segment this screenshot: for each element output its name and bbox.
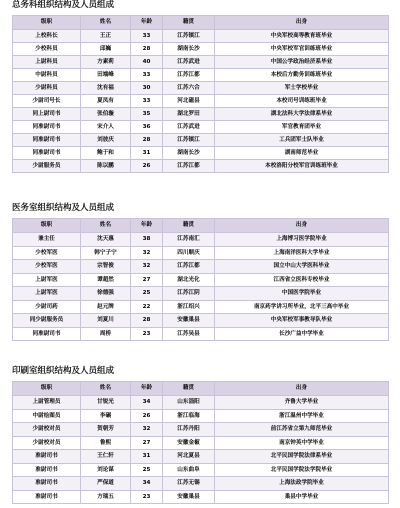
table-row bbox=[13, 273, 389, 287]
table-row bbox=[13, 108, 389, 121]
table-cell: 山东曲阜 bbox=[163, 463, 215, 477]
table-cell: 江苏镇江 bbox=[163, 30, 215, 43]
table-cell: 上校科长 bbox=[13, 30, 81, 43]
table-cell: 少尉校对员 bbox=[13, 423, 81, 437]
table-cell: 浙江温州中学毕业 bbox=[215, 409, 389, 423]
table-cell: 40 bbox=[131, 56, 163, 69]
column-header: 姓名 bbox=[81, 382, 131, 396]
personnel-table bbox=[12, 218, 389, 341]
table-cell: 中尉科员 bbox=[13, 69, 81, 82]
table-cell: 刘彼庆 bbox=[81, 134, 131, 147]
table-cell: 少尉司药 bbox=[13, 300, 81, 314]
table-cell: 湖北罗田 bbox=[163, 108, 215, 121]
table-cell: 准尉司书 bbox=[13, 490, 81, 504]
table-cell: 江苏武进 bbox=[163, 56, 215, 69]
table-cell: 军士学校毕业 bbox=[215, 82, 389, 95]
table-cell: 南京药学讲习所毕业，北平三高中毕业 bbox=[215, 300, 389, 314]
table-cell: 27 bbox=[131, 273, 163, 287]
table-cell: 少尉服务员 bbox=[13, 160, 81, 173]
table-row bbox=[13, 450, 389, 464]
table-cell: 夏凤有 bbox=[81, 95, 131, 108]
table-cell: 少尉校对员 bbox=[13, 436, 81, 450]
table-cell: 安徽巢县 bbox=[163, 314, 215, 328]
table-cell: 邱巍 bbox=[81, 43, 131, 56]
table-cell: 江苏江都 bbox=[163, 160, 215, 173]
table-row bbox=[13, 314, 389, 328]
personnel-table bbox=[12, 15, 389, 173]
table-cell: 湖北法科大学法律系毕业 bbox=[215, 108, 389, 121]
table-row bbox=[13, 56, 389, 69]
table-cell: 22 bbox=[131, 300, 163, 314]
column-header: 姓名 bbox=[81, 16, 131, 30]
table-cell: 上尉管理员 bbox=[13, 396, 81, 410]
table-row bbox=[13, 95, 389, 108]
table-cell: 浙江临海 bbox=[163, 409, 215, 423]
column-header: 籍贯 bbox=[163, 382, 215, 396]
table-row bbox=[13, 246, 389, 260]
column-header: 年龄 bbox=[131, 382, 163, 396]
table-cell: 少校军医 bbox=[13, 246, 81, 260]
table-cell: 周桥 bbox=[81, 327, 131, 341]
column-header: 年龄 bbox=[131, 16, 163, 30]
table-cell: 26 bbox=[131, 409, 163, 423]
table-cell: 少尉科员 bbox=[13, 82, 81, 95]
table-cell: 28 bbox=[131, 43, 163, 56]
column-header: 年龄 bbox=[131, 219, 163, 233]
table-cell: 工兵团军士队毕业 bbox=[215, 134, 389, 147]
table-cell: 江苏无锡 bbox=[163, 477, 215, 491]
column-header: 姓名 bbox=[81, 219, 131, 233]
table-row bbox=[13, 233, 389, 247]
table-cell: 上海博习医学院毕业 bbox=[215, 233, 389, 247]
table-cell: 上尉军医 bbox=[13, 273, 81, 287]
table-cell: 江苏武进 bbox=[163, 121, 215, 134]
table-cell: 齐鲁大学毕业 bbox=[215, 396, 389, 410]
table-cell: 中尉绘图员 bbox=[13, 409, 81, 423]
table-cell: 准尉司书 bbox=[13, 477, 81, 491]
table-cell: 江苏江都 bbox=[163, 69, 215, 82]
table-cell: 准尉司书 bbox=[13, 450, 81, 464]
table-row bbox=[13, 409, 389, 423]
table-header-row bbox=[13, 16, 389, 30]
table-cell: 河北磁县 bbox=[163, 95, 215, 108]
table-cell: 同少尉服务员 bbox=[13, 314, 81, 328]
section-1 bbox=[0, 203, 400, 341]
table-cell: 中国医学院毕业 bbox=[215, 287, 389, 301]
table-cell: 上尉军医 bbox=[13, 287, 81, 301]
table-cell: 北平民国学院法律系毕业 bbox=[215, 450, 389, 464]
table-cell: 少尉司号长 bbox=[13, 95, 81, 108]
table-cell: 甘锐光 bbox=[81, 396, 131, 410]
column-header: 级职 bbox=[13, 16, 81, 30]
table-cell: 四川顺庆 bbox=[163, 246, 215, 260]
table-row bbox=[13, 423, 389, 437]
table-cell: 李碾 bbox=[81, 409, 131, 423]
column-header: 出身 bbox=[215, 382, 389, 396]
table-cell: 徐德强 bbox=[81, 287, 131, 301]
table-cell: 兼主任 bbox=[13, 233, 81, 247]
table-cell: 30 bbox=[131, 82, 163, 95]
table-cell: 江苏江都 bbox=[163, 260, 215, 274]
table-row bbox=[13, 463, 389, 477]
section-title: 印刷室组织结构及人员组成 bbox=[12, 366, 115, 376]
table-cell: 严保道 bbox=[81, 477, 131, 491]
table-row bbox=[13, 147, 389, 160]
table-cell: 31 bbox=[131, 450, 163, 464]
table-cell: 鲍于和 bbox=[81, 147, 131, 160]
table-cell: 32 bbox=[131, 246, 163, 260]
column-header: 级职 bbox=[13, 219, 81, 233]
table-cell: 35 bbox=[131, 108, 163, 121]
table-cell: 刘夏川 bbox=[81, 314, 131, 328]
table-cell: 南京钟英中学毕业 bbox=[215, 436, 389, 450]
column-header: 级职 bbox=[13, 382, 81, 396]
table-cell: 34 bbox=[131, 396, 163, 410]
table-cell: 江苏南汇 bbox=[163, 233, 215, 247]
table-cell: 安徽巢县 bbox=[163, 490, 215, 504]
table-cell: 32 bbox=[131, 423, 163, 437]
table-row bbox=[13, 121, 389, 134]
table-cell: 33 bbox=[131, 95, 163, 108]
table-cell: 32 bbox=[131, 260, 163, 274]
table-cell: 田端峰 bbox=[81, 69, 131, 82]
table-cell: 前江苏省立第九师范毕业 bbox=[215, 423, 389, 437]
table-cell: 安徽金椒 bbox=[163, 436, 215, 450]
column-header: 籍贯 bbox=[163, 219, 215, 233]
table-row bbox=[13, 134, 389, 147]
table-row bbox=[13, 43, 389, 56]
table-cell: 江苏丹阳 bbox=[163, 423, 215, 437]
table-cell: 河北夏县 bbox=[163, 450, 215, 464]
table-cell: 上海南洋医科大学毕业 bbox=[215, 246, 389, 260]
column-header: 出身 bbox=[215, 16, 389, 30]
personnel-table bbox=[12, 381, 389, 504]
table-cell: 34 bbox=[131, 477, 163, 491]
table-cell: 方瑞五 bbox=[81, 490, 131, 504]
table-cell: 浙江绍兴 bbox=[163, 300, 215, 314]
table-cell: 宋介人 bbox=[81, 121, 131, 134]
table-cell: 军官教育团毕业 bbox=[215, 121, 389, 134]
table-row bbox=[13, 327, 389, 341]
table-cell: 湖南长沙 bbox=[163, 147, 215, 160]
table-cell: 33 bbox=[131, 30, 163, 43]
table-cell: 同准尉司书 bbox=[13, 121, 81, 134]
table-row bbox=[13, 396, 389, 410]
table-cell: 准尉司书 bbox=[13, 463, 81, 477]
table-cell: 山东淄阳 bbox=[163, 396, 215, 410]
table-cell: 26 bbox=[131, 160, 163, 173]
table-cell: 上海法政学院毕业 bbox=[215, 477, 389, 491]
table-cell: 长沙广益中学毕业 bbox=[215, 327, 389, 341]
table-cell: 张伯璇 bbox=[81, 108, 131, 121]
table-cell: 江苏吴县 bbox=[163, 327, 215, 341]
table-cell: 中国公学政治经济系毕业 bbox=[215, 56, 389, 69]
table-cell: 江苏六合 bbox=[163, 82, 215, 95]
table-cell: 江苏镇江 bbox=[163, 134, 215, 147]
table-cell: 沈有福 bbox=[81, 82, 131, 95]
table-cell: 27 bbox=[131, 436, 163, 450]
table-cell: 江西省立医科专校毕业 bbox=[215, 273, 389, 287]
table-cell: 同上尉司书 bbox=[13, 108, 81, 121]
table-cell: 赵元牌 bbox=[81, 300, 131, 314]
table-cell: 贺朝芳 bbox=[81, 423, 131, 437]
table-cell: 湖北光化 bbox=[163, 273, 215, 287]
table-row bbox=[13, 436, 389, 450]
table-cell: 上尉科员 bbox=[13, 56, 81, 69]
table-cell: 23 bbox=[131, 327, 163, 341]
table-row bbox=[13, 69, 389, 82]
table-cell: 陈以鹏 bbox=[81, 160, 131, 173]
table-row bbox=[13, 490, 389, 504]
table-cell: 同准尉司书 bbox=[13, 134, 81, 147]
table-cell: 湖南师范毕业 bbox=[215, 147, 389, 160]
table-cell: 少校科员 bbox=[13, 43, 81, 56]
table-cell: 北平民国学院法学院毕业 bbox=[215, 463, 389, 477]
table-cell: 韩宁子宁 bbox=[81, 246, 131, 260]
table-cell: 巢县中学毕业 bbox=[215, 490, 389, 504]
table-cell: 少校军医 bbox=[13, 260, 81, 274]
table-cell: 同准尉司书 bbox=[13, 147, 81, 160]
table-row bbox=[13, 300, 389, 314]
table-cell: 沈天惠 bbox=[81, 233, 131, 247]
table-cell: 本校司号训练班毕业 bbox=[215, 95, 389, 108]
table-cell: 本校洛阳分校军官训练班毕业 bbox=[215, 160, 389, 173]
table-header-row bbox=[13, 382, 389, 396]
table-row bbox=[13, 287, 389, 301]
table-cell: 谭超然 bbox=[81, 273, 131, 287]
section-2 bbox=[0, 366, 400, 504]
table-cell: 36 bbox=[131, 121, 163, 134]
table-cell: 38 bbox=[131, 233, 163, 247]
table-cell: 25 bbox=[131, 287, 163, 301]
table-row bbox=[13, 160, 389, 173]
table-cell: 28 bbox=[131, 314, 163, 328]
table-cell: 江苏江阴 bbox=[163, 287, 215, 301]
table-cell: 鲁熙 bbox=[81, 436, 131, 450]
table-cell: 23 bbox=[131, 490, 163, 504]
section-title: 医务室组织结构及人员组成 bbox=[12, 203, 115, 213]
table-cell: 王仁轩 bbox=[81, 450, 131, 464]
table-cell: 宗智俊 bbox=[81, 260, 131, 274]
table-cell: 中央军校高等教育班毕业 bbox=[215, 30, 389, 43]
table-cell: 方素莉 bbox=[81, 56, 131, 69]
table-header-row bbox=[13, 219, 389, 233]
table-cell: 湖南长沙 bbox=[163, 43, 215, 56]
table-row bbox=[13, 82, 389, 95]
table-cell: 33 bbox=[131, 69, 163, 82]
table-cell: 国立中山大学医科毕业 bbox=[215, 260, 389, 274]
table-cell: 同准尉司书 bbox=[13, 327, 81, 341]
table-cell: 28 bbox=[131, 134, 163, 147]
table-cell: 中央军校军事教导队毕业 bbox=[215, 314, 389, 328]
table-cell: 31 bbox=[131, 147, 163, 160]
table-row bbox=[13, 30, 389, 43]
column-header: 出身 bbox=[215, 219, 389, 233]
table-row bbox=[13, 477, 389, 491]
table-cell: 本校后方勤务训练班毕业 bbox=[215, 69, 389, 82]
table-cell: 中央军校军官训练班毕业 bbox=[215, 43, 389, 56]
column-header: 籍贯 bbox=[163, 16, 215, 30]
section-title: 总务科组织结构及人员组成 bbox=[12, 0, 115, 10]
table-row bbox=[13, 260, 389, 274]
table-cell: 王正 bbox=[81, 30, 131, 43]
table-cell: 刘论谋 bbox=[81, 463, 131, 477]
section-0 bbox=[0, 0, 400, 173]
table-cell: 25 bbox=[131, 463, 163, 477]
